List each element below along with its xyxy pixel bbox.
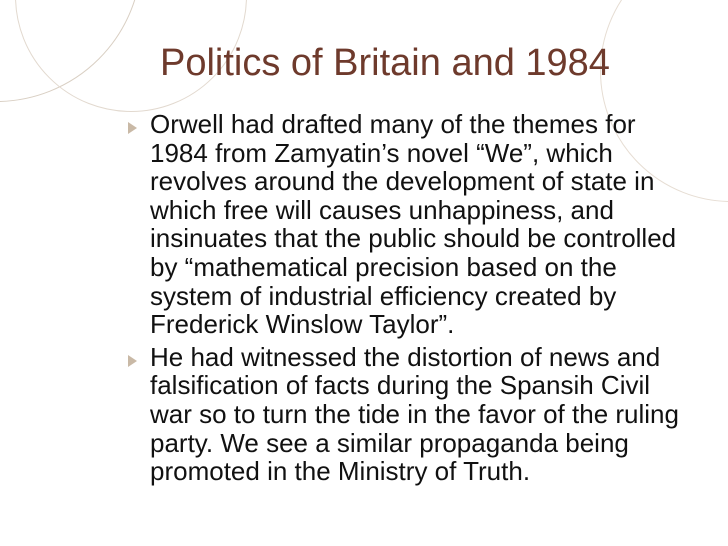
bullet-text: He had witnessed the distortion of news and falsification of facts during the Spansih Civil war so to turn the tide in the favor of the ruling party. We see a similar propaganda being promoted in the Ministry of Truth. [150, 341, 679, 487]
bullet-item [0, 343, 695, 486]
bullet-item [0, 110, 695, 339]
bullet-arrow-icon [128, 355, 137, 367]
bullet-list [0, 110, 728, 490]
slide-title: Politics of Britain and 1984 [160, 42, 610, 84]
bullet-arrow-icon [128, 122, 137, 134]
bullet-text: Orwell had drafted many of the themes for 1984 from Zamyatin’s novel “We”, which revolves around the development of state in which free will causes unhappiness, and insinuates that the public should be controlled by “mathematical precision based on the system of industrial efficiency created by Frederick Winslow Taylor”. [150, 109, 677, 340]
